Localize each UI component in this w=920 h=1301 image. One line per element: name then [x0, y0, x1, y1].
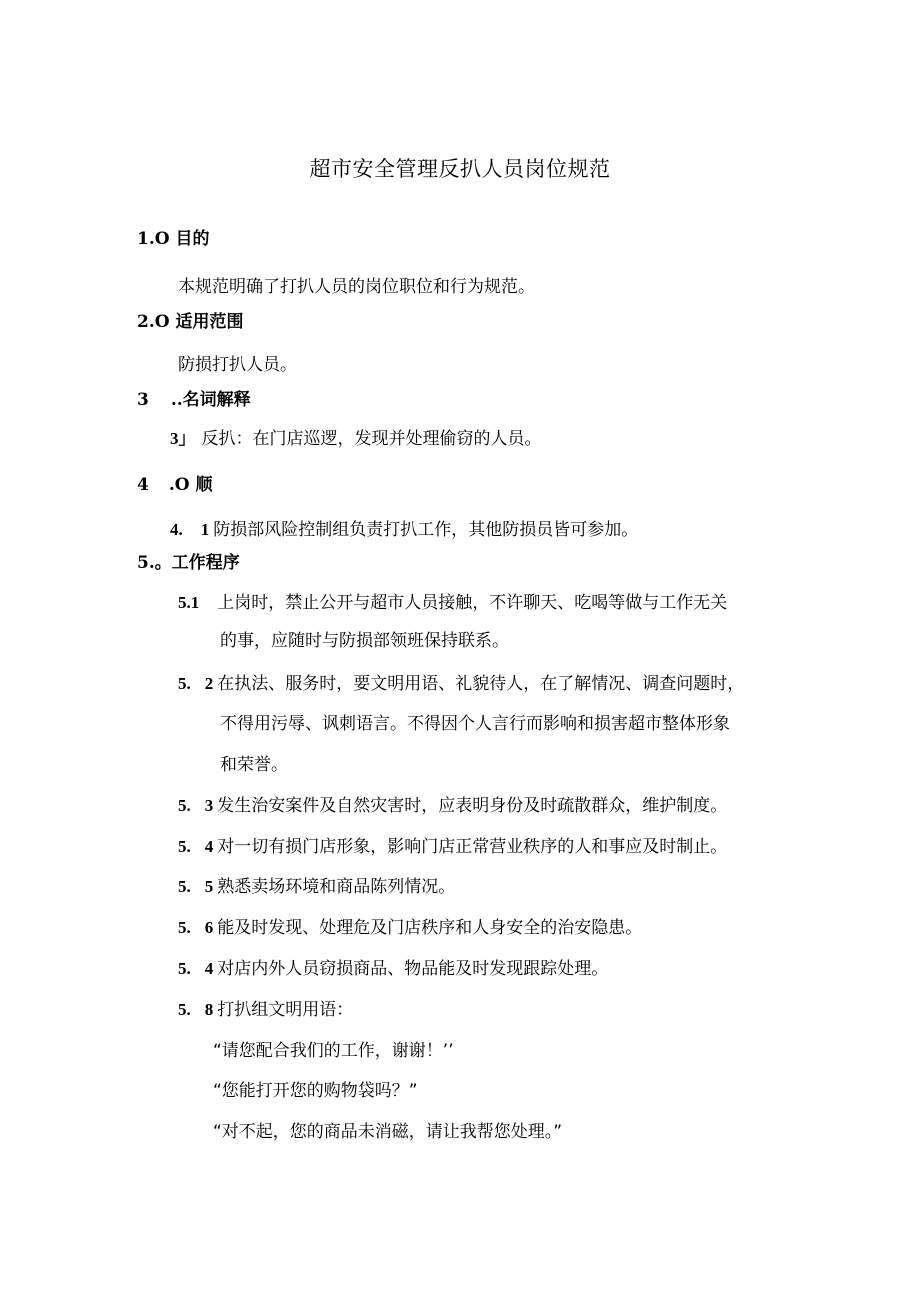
section-3-item-number: 3」	[170, 429, 196, 448]
section-4-heading-number: 4	[137, 475, 149, 495]
item-5-3	[178, 797, 727, 815]
item-5-7-number-a: 5.	[178, 959, 191, 978]
item-5-4-text: 对一切有损门店形象，影响门店正常营业秩序的人和事应及时制止。	[217, 837, 728, 857]
item-5-8	[178, 1001, 353, 1019]
phrase-1: “请您配合我们的工作，谢谢！’’	[213, 1041, 454, 1061]
item-5-7-text: 对店内外人员窃损商品、物品能及时发现跟踪处理。	[217, 959, 609, 979]
item-5-6	[178, 919, 642, 937]
phrase-2: “您能打开您的购物袋吗？”	[213, 1081, 418, 1101]
item-5-1-text-1: 上岗时，禁止公开与超市人员接触，不许聊天、吃喝等做与工作无关	[217, 593, 728, 613]
item-5-8-number-a: 5.	[178, 1000, 191, 1019]
item-5-2-number-a: 5.	[178, 674, 191, 693]
section-3-item-text: 反扒：在门店巡逻，发现并处理偷窃的人员。	[201, 429, 542, 449]
section-4-item-number-b: 1	[200, 520, 210, 539]
section-5-heading: 5.。工作程序	[137, 553, 240, 573]
section-4-item	[170, 521, 638, 539]
section-1-body: 本规范明确了打扒人员的岗位职位和行为规范。	[178, 277, 535, 297]
item-5-6-text: 能及时发现、处理危及门店秩序和人身安全的治安隐患。	[217, 918, 643, 938]
section-4-item-text: 防损部风险控制组负责打扒工作，其他防损员皆可参加。	[213, 520, 639, 540]
section-3-item	[170, 430, 542, 448]
item-5-6-number-a: 5.	[178, 918, 191, 937]
item-5-4-number-a: 5.	[178, 837, 191, 856]
document-title: 超市安全管理反扒人员岗位规范	[309, 157, 611, 181]
item-5-3-number-b: 3	[204, 796, 214, 815]
item-5-3-number-a: 5.	[178, 796, 191, 815]
item-5-2-line-3: 和荣誉。	[220, 755, 288, 775]
section-2-body: 防损打扒人员。	[178, 355, 297, 375]
item-5-3-text: 发生治安案件及自然灾害时，应表明身份及时疏散群众，维护制度。	[217, 796, 728, 816]
section-4-heading-text: .O 顺	[168, 475, 213, 495]
item-5-7-number-b: 4	[204, 959, 214, 978]
item-5-4	[178, 838, 727, 856]
phrase-3: “对不起，您的商品未消磁，请让我帮您处理。”	[213, 1122, 563, 1142]
item-5-2-number-b: 2	[204, 674, 214, 693]
item-5-7	[178, 960, 608, 978]
section-4-item-number-a: 4.	[170, 520, 183, 539]
item-5-8-text: 打扒组文明用语：	[217, 1000, 354, 1020]
item-5-5-number-b: 5	[204, 877, 214, 896]
item-5-1-line-2: 的事，应随时与防损部领班保持联系。	[220, 631, 509, 651]
item-5-5-text: 熟悉卖场环境和商品陈列情况。	[217, 877, 456, 897]
section-2-heading: 2.O 适用范围	[137, 312, 244, 332]
item-5-5-number-a: 5.	[178, 877, 191, 896]
item-5-4-number-b: 4	[204, 837, 214, 856]
item-5-1-number: 5.1	[178, 593, 200, 612]
item-5-5	[178, 878, 455, 896]
section-1-heading: 1.O 目的	[137, 229, 210, 249]
item-5-2-line-2: 不得用污辱、讽刺语言。不得因个人言行而影响和损害超市整体形象	[220, 714, 730, 734]
section-4-heading	[137, 477, 213, 494]
section-3-heading-number: 3	[137, 390, 149, 410]
section-3-heading	[137, 392, 251, 409]
section-3-heading-text: ..名词解释	[170, 390, 251, 410]
item-5-6-number-b: 6	[204, 918, 214, 937]
item-5-2-text-1: 在执法、服务时，要文明用语、礼貌待人，在了解情况、调查问题时，	[217, 674, 745, 694]
item-5-2-line-1	[178, 675, 744, 693]
item-5-1-line-1	[178, 594, 727, 612]
item-5-8-number-b: 8	[204, 1000, 214, 1019]
